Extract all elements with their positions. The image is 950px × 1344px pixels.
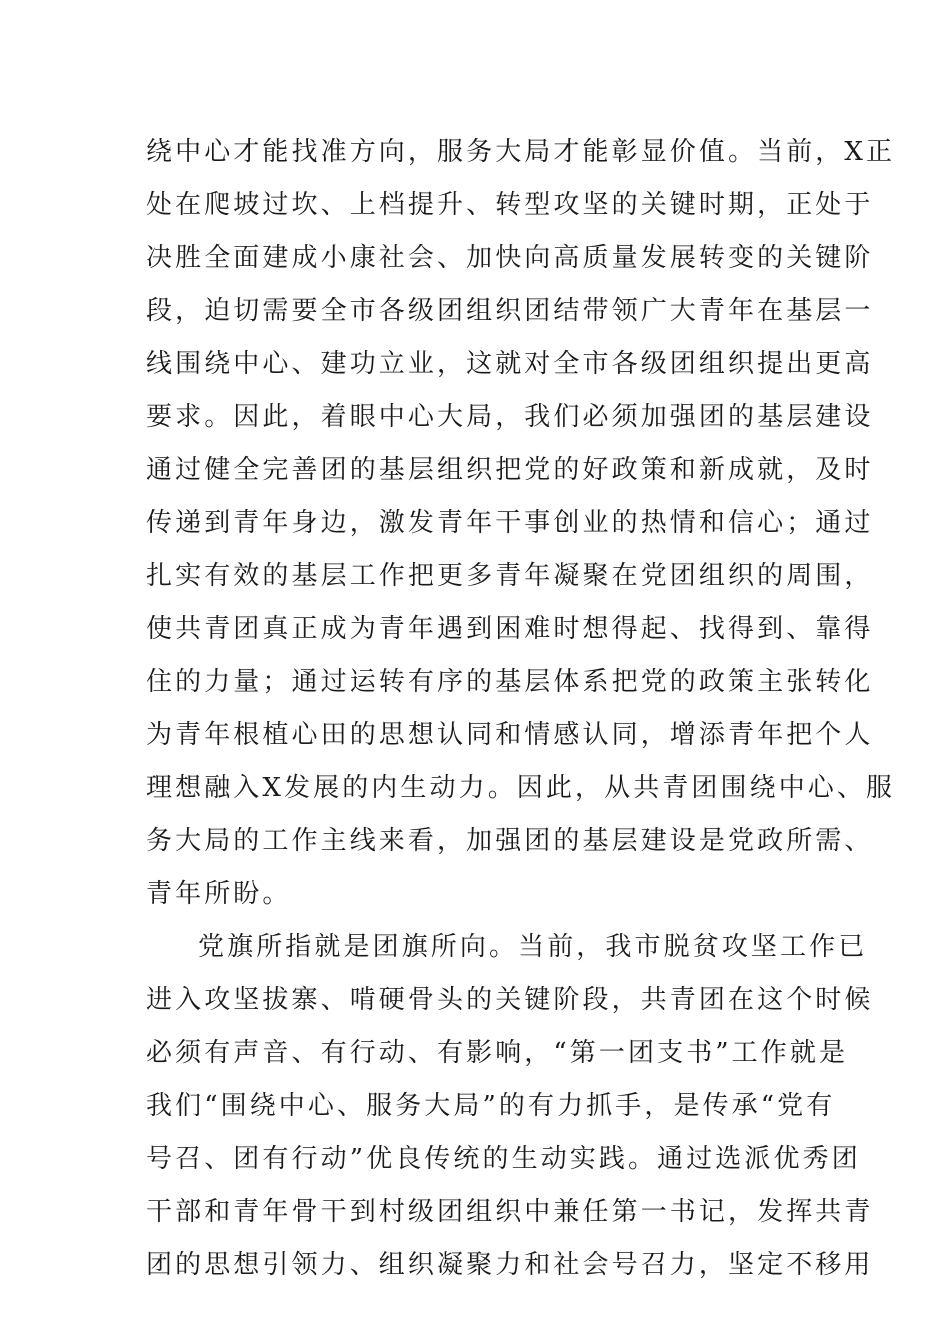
text-line: 干部和青年骨干到村级团组织中兼任第一书记，发挥共青 xyxy=(146,1197,874,1227)
text-line: 我们“围绕中心、服务大局”的有力抓手，是传承“党有 xyxy=(146,1091,836,1121)
text-line: 务大局的工作主线来看，加强团的基层建设是党政所需、 xyxy=(146,826,874,856)
text-line: 使共青团真正成为青年遇到困难时想得起、找得到、靠得 xyxy=(146,614,874,644)
document-body xyxy=(146,126,896,1292)
text-line: 理想融入X发展的内生动力。因此，从共青团围绕中心、服 xyxy=(146,773,896,803)
paragraph-2 xyxy=(146,921,874,1292)
text-line: 处在爬坡过坎、上档提升、转型攻坚的关键时期，正处于 xyxy=(146,190,874,220)
text-line: 传递到青年身边，激发青年干事创业的热情和信心；通过 xyxy=(146,508,874,538)
text-line: 必须有声音、有行动、有影响，“第一团支书”工作就是 xyxy=(146,1038,849,1068)
text-line: 进入攻坚拔寨、啃硬骨头的关键阶段，共青团在这个时候 xyxy=(146,985,874,1015)
paragraph-1 xyxy=(146,126,896,921)
text-line: 要求。因此，着眼中心大局，我们必须加强团的基层建设 xyxy=(146,402,874,432)
text-line: 党旗所指就是团旗所向。当前，我市脱贫攻坚工作已 xyxy=(198,932,868,962)
text-line: 住的力量；通过运转有序的基层体系把党的政策主张转化 xyxy=(146,667,874,697)
text-line: 通过健全完善团的基层组织把党的好政策和新成就，及时 xyxy=(146,455,874,485)
text-line: 青年所盼。 xyxy=(146,879,292,909)
text-line: 绕中心才能找准方向，服务大局才能彰显价值。当前，X正 xyxy=(146,137,896,167)
text-line: 线围绕中心、建功立业，这就对全市各级团组织提出更高 xyxy=(146,349,874,379)
text-line: 段，迫切需要全市各级团组织团结带领广大青年在基层一 xyxy=(146,296,874,326)
text-line: 扎实有效的基层工作把更多青年凝聚在党团组织的周围， xyxy=(146,561,874,591)
text-line: 号召、团有行动”优良传统的生动实践。通过选派优秀团 xyxy=(146,1144,861,1174)
text-line: 决胜全面建成小康社会、加快向高质量发展转变的关键阶 xyxy=(146,243,874,273)
text-line: 团的思想引领力、组织凝聚力和社会号召力，坚定不移用 xyxy=(146,1250,874,1280)
text-line: 为青年根植心田的思想认同和情感认同，增添青年把个人 xyxy=(146,720,874,750)
